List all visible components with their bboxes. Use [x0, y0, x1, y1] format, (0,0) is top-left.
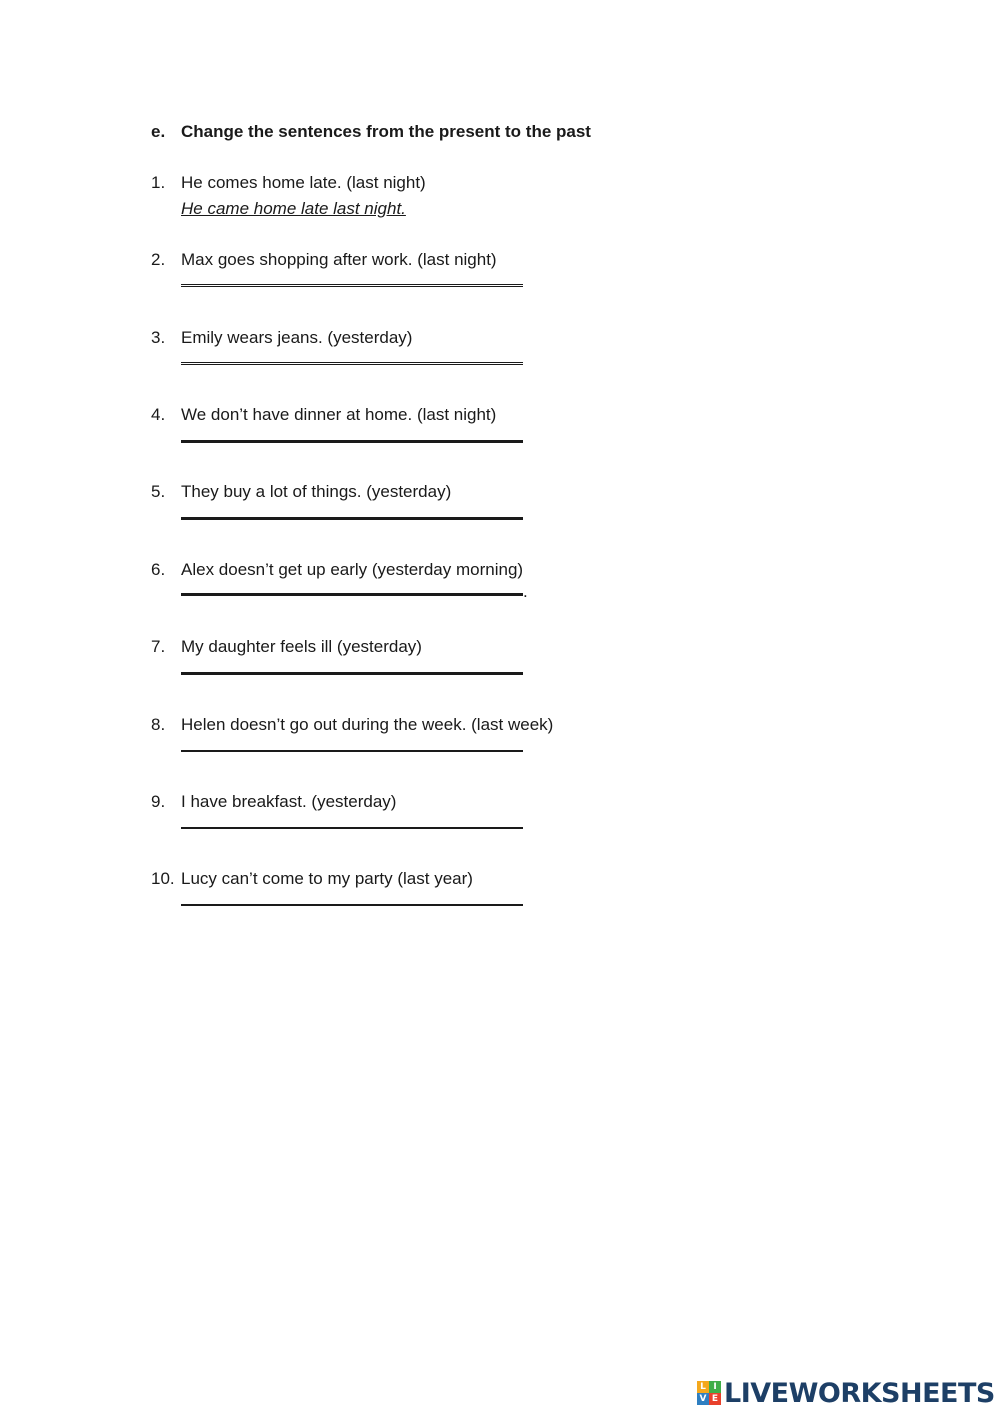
item-number: 6.: [151, 560, 166, 579]
item-sentence: Emily wears jeans. (yesterday): [181, 328, 413, 347]
logo-tile-l: L: [697, 1381, 709, 1393]
item-sentence: Helen doesn’t go out during the week. (last week): [181, 715, 554, 734]
item-sentence: Lucy can’t come to my party (last year): [181, 869, 473, 888]
item-sentence: We don’t have dinner at home. (last night): [181, 405, 497, 424]
answer-input-line[interactable]: [181, 750, 523, 752]
item-number: 7.: [151, 637, 166, 656]
example-answer: He came home late last night.: [181, 199, 406, 218]
exercise-instruction: Change the sentences from the present to the past: [181, 122, 591, 141]
item-number: 8.: [151, 715, 166, 734]
item-number: 4.: [151, 405, 166, 424]
item-sentence: Max goes shopping after work. (last night): [181, 250, 497, 269]
exercise-letter: e.: [151, 122, 166, 141]
item-sentence: My daughter feels ill (yesterday): [181, 637, 422, 656]
item-number: 3.: [151, 328, 166, 347]
item-number: 9.: [151, 792, 166, 811]
liveworksheets-logo-text: LIVEWORKSHEETS: [724, 1377, 995, 1409]
logo-tile-e: E: [709, 1393, 721, 1405]
item-number: 10.: [151, 869, 175, 888]
item-number: 5.: [151, 482, 166, 501]
logo-tile-v: V: [697, 1393, 709, 1405]
item-sentence: Alex doesn’t get up early (yesterday morning): [181, 560, 524, 579]
answer-input-line[interactable]: [181, 672, 523, 675]
item-number: 2.: [151, 250, 166, 269]
item-sentence: I have breakfast. (yesterday): [181, 792, 397, 811]
logo-tile-i: I: [709, 1381, 721, 1393]
answer-input-line[interactable]: [181, 904, 523, 906]
item-number: 1.: [151, 173, 166, 192]
exercise-heading: [151, 122, 591, 142]
item-sentence: He comes home late. (last night): [181, 173, 426, 192]
liveworksheets-logo-icon: [697, 1381, 721, 1405]
line-end-period: .: [523, 582, 528, 601]
answer-input-line[interactable]: [181, 593, 523, 596]
liveworksheets-logo[interactable]: [697, 1378, 995, 1408]
answer-input-line[interactable]: [181, 284, 523, 287]
answer-input-line[interactable]: [181, 517, 523, 520]
item-sentence: They buy a lot of things. (yesterday): [181, 482, 452, 501]
answer-input-line[interactable]: [181, 440, 523, 443]
answer-input-line[interactable]: [181, 827, 523, 829]
answer-input-line[interactable]: [181, 362, 523, 365]
